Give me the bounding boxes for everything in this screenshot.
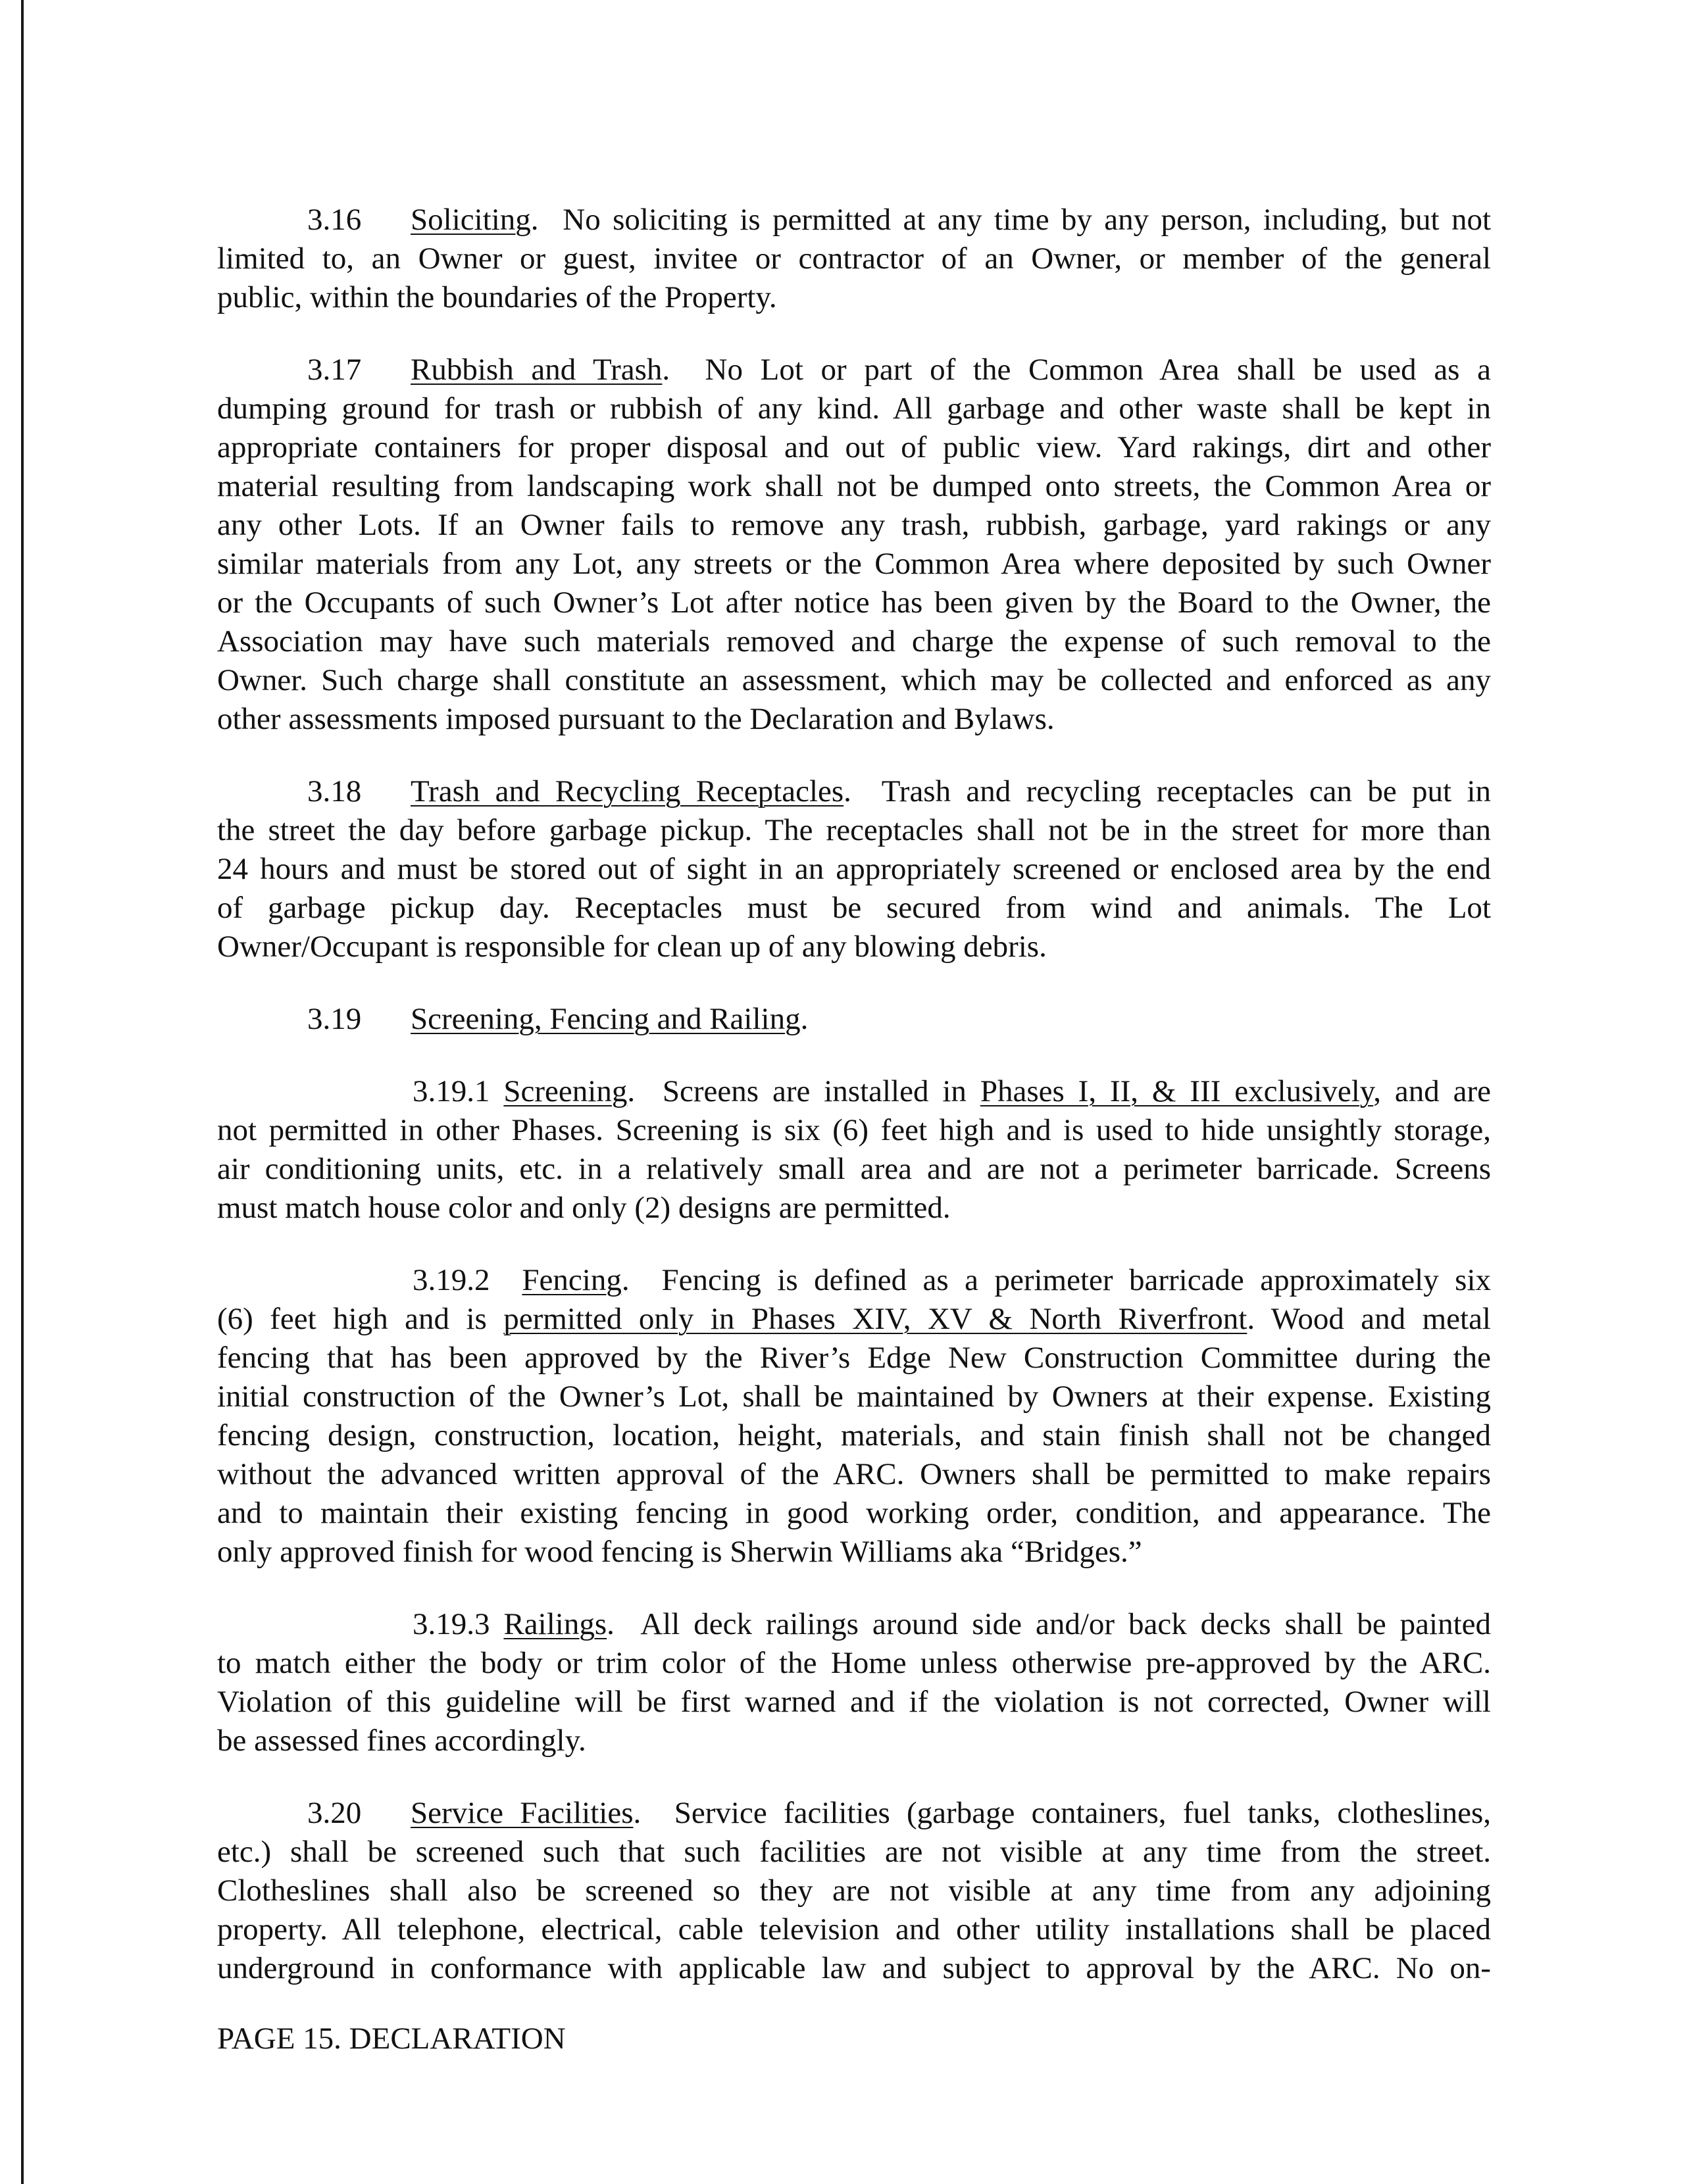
page-footer: PAGE 15. DECLARATION bbox=[217, 2022, 566, 2056]
section-3-16: 3.16 Soliciting. No soliciting is permitted at any time by any person, including, but not limited to, an Owner or guest, invitee or contractor of an Owner, or member of the general public, within the boundaries of the Property. bbox=[217, 201, 1491, 317]
phase-reference: permitted only in Phases XIV, XV & North Riverfront bbox=[503, 1302, 1247, 1336]
section-3-19-1: 3.19.1 Screening. Screens are installed in Phases I, II, & III exclusively, and are not permitted in other Phases. Screening is six (6) feet high and is used to hide unsightly storage, air conditioning units, etc. in a relatively small area and are not a perimeter barricade. Screens must match house color and only (2) designs are permitted. bbox=[217, 1072, 1491, 1228]
section-number: 3.19.3 bbox=[413, 1607, 490, 1641]
section-title: Soliciting bbox=[411, 203, 531, 237]
section-number: 3.19.2 bbox=[413, 1263, 490, 1297]
section-title: Screening, Fencing and Railing bbox=[411, 1002, 801, 1036]
section-number: 3.16 bbox=[307, 203, 362, 237]
document-body bbox=[217, 201, 1491, 1988]
phase-reference: Phases I, II, & III exclusively bbox=[980, 1074, 1374, 1108]
section-number: 3.19.1 bbox=[413, 1074, 490, 1108]
section-3-17: 3.17 Rubbish and Trash. No Lot or part of the Common Area shall be used as a dumping ground for trash or rubbish of any kind. All garbage and other waste shall be kept in appropriate containers for proper disposal and out of public view. Yard rakings, dirt and other material resulting from landscaping work shall not be dumped onto streets, the Common Area or any other Lots. If an Owner fails to remove any trash, rubbish, garbage, yard rakings or any similar materials from any Lot, any streets or the Common Area where deposited by such Owner or the Occupants of such Owner’s Lot after notice has been given by the Board to the Owner, the Association may have such materials removed and charge the expense of such removal to the Owner. Such charge shall constitute an assessment, which may be collected and enforced as any other assessments imposed pursuant to the Declaration and Bylaws. bbox=[217, 351, 1491, 739]
section-3-19-2: 3.19.2 Fencing. Fencing is defined as a perimeter barricade approximately six (6) feet high and is permitted only in Phases XIV, XV & North Riverfront. Wood and metal fencing that has been approved by the River’s Edge New Construction Committee during the initial construction of the Owner’s Lot, shall be maintained by Owners at their expense. Existing fencing design, construction, location, height, materials, and stain finish shall not be changed without the advanced written approval of the ARC. Owners shall be permitted to make repairs and to maintain their existing fencing in good working order, condition, and appearance. The only approved finish for wood fencing is Sherwin Williams aka “Bridges.” bbox=[217, 1261, 1491, 1572]
section-number: 3.20 bbox=[307, 1796, 362, 1830]
section-number: 3.19 bbox=[307, 1002, 362, 1036]
binder-margin-line bbox=[21, 0, 24, 2184]
section-3-19: 3.19 Screening, Fencing and Railing. bbox=[217, 1000, 1491, 1039]
section-number: 3.17 bbox=[307, 353, 362, 387]
section-title: Trash and Recycling Receptacles bbox=[411, 774, 844, 808]
section-title: Rubbish and Trash bbox=[411, 353, 663, 387]
section-3-18: 3.18 Trash and Recycling Receptacles. Trash and recycling receptacles can be put in the street the day before garbage pickup. The receptacles shall not be in the street for more than 24 hours and must be stored out of sight in an appropriately screened or enclosed area by the end of garbage pickup day. Receptacles must be secured from wind and animals. The Lot Owner/Occupant is responsible for clean up of any blowing debris. bbox=[217, 772, 1491, 966]
section-title: Screening bbox=[503, 1074, 628, 1108]
section-title: Fencing bbox=[522, 1263, 622, 1297]
section-title: Service Facilities bbox=[411, 1796, 634, 1830]
section-number: 3.18 bbox=[307, 774, 362, 808]
section-3-19-3: 3.19.3 Railings. All deck railings around side and/or back decks shall be painted to match either the body or trim color of the Home unless otherwise pre-approved by the ARC. Violation of this guideline will be first warned and if the violation is not corrected, Owner will be assessed fines accordingly. bbox=[217, 1605, 1491, 1760]
section-title: Railings bbox=[503, 1607, 607, 1641]
section-3-20: 3.20 Service Facilities. Service facilities (garbage containers, fuel tanks, clotheslines, etc.) shall be screened such that such facilities are not visible at any time from the street. Clotheslines shall also be screened so they are not visible at any time from any adjoining property. All telephone, electrical, cable television and other utility installations shall be placed underground in conformance with applicable law and subject to approval by the ARC. No on- bbox=[217, 1794, 1491, 1988]
